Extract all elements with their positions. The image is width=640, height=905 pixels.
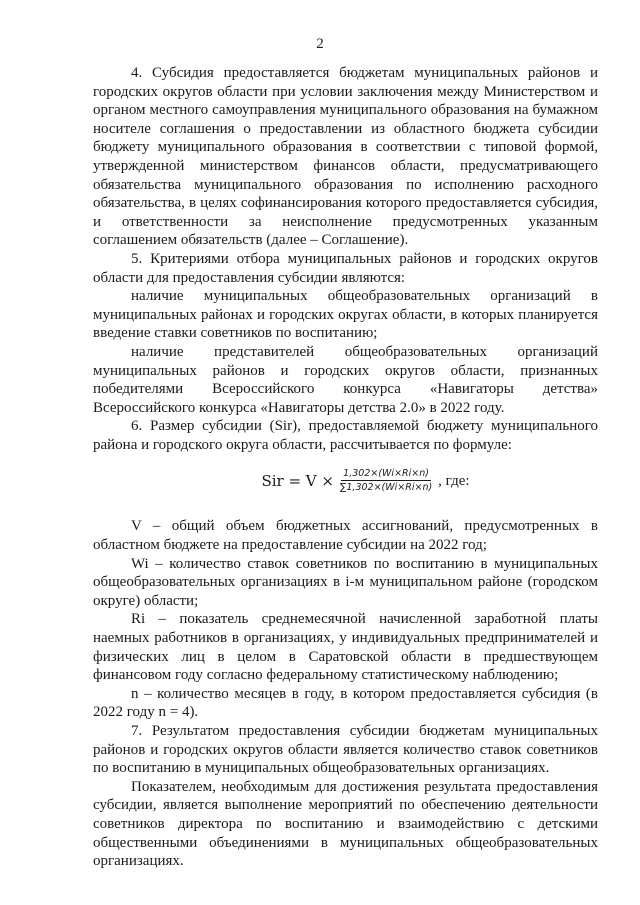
paragraph-subsidy-size: 6. Размер субсидии (Sir), предоставляемой бюджету муниципального района и городского округа области, рассчитывается по формуле:	[93, 418, 598, 453]
paragraph-criterion-2: наличие представителей общеобразовательных организаций муниципальных районов и городских округов области, признанных победителями Всероссийского конкурса «Навигаторы детства» Всероссийского конкурса «Навигаторы детства 2.0» в 2022 году.	[93, 343, 598, 416]
paragraph-selection-criteria: 5. Критериями отбора муниципальных районов и городских округов области для предоставления субсидии являются:	[93, 250, 598, 286]
paragraph-def-v: V – общий объем бюджетных ассигнований, предусмотренных в областном бюджете на предоставление субсидии на 2022 год;	[93, 518, 598, 554]
formula-fraction	[338, 468, 434, 493]
subsidy-formula	[93, 468, 598, 493]
paragraph-def-n: n – количество месяцев в году, в котором предоставляется субсидия (в 2022 году n = 4).	[93, 685, 598, 721]
page-number: 2	[316, 36, 324, 52]
paragraph-indicator: Показателем, необходимым для достижения результата предоставления субсидии, является выполнение мероприятий по обеспечению деятельности советников директора по воспитанию и взаимодействию с детскими общественными объединениями в муниципальных общеобразовательных организациях.	[93, 778, 598, 870]
document-body	[93, 64, 598, 871]
paragraph-def-w: Wi – количество ставок советников по воспитанию в муниципальных общеобразовательных организациях в i-м муниципальном районе (городском округе) области;	[93, 555, 598, 609]
paragraph-result: 7. Результатом предоставления субсидии бюджетам муниципальных районов и городских округов области является количество ставок советников по воспитанию в муниципальных общеобразовательных организациях.	[93, 723, 598, 777]
paragraph-criterion-1: наличие муниципальных общеобразовательных организаций в муниципальных районах и городских округах области, в которых планируется введение ставки советников по воспитанию;	[93, 288, 598, 342]
formula-lhs: Sir = V ×	[261, 471, 334, 490]
formula-numerator: 1,302×(Wi×Ri×n)	[343, 468, 429, 480]
paragraph-subsidy-condition: 4. Субсидия предоставляется бюджетам муниципальных районов и городских округов области при условии заключения между Министерством и органом местного самоуправления муниципального образования на бумажном носителе соглашения о предоставлении из областного бюджета субсидии бюджету муниципального образования в соответствии с типовой формой, утвержденной министерством финансов области, предусматривающего обязательства муниципального образования по исполнению расходного обязательства, в целях софинансирования которого предоставляется субсидия, и ответственности за неисполнение предусмотренных указанным соглашением обязательств (далее – Соглашение).	[93, 65, 598, 249]
formula-denominator: ∑1,302×(Wi×Ri×n)	[339, 482, 433, 494]
paragraph-def-r: Ri – показатель среднемесячной начисленной заработной платы наемных работников в организациях, у индивидуальных предпринимателей и физических лиц в целом в Саратовской области в предшествующем финансовом году согласно федеральному статистическому наблюдению;	[93, 611, 598, 684]
formula-suffix: , где:	[438, 472, 470, 489]
